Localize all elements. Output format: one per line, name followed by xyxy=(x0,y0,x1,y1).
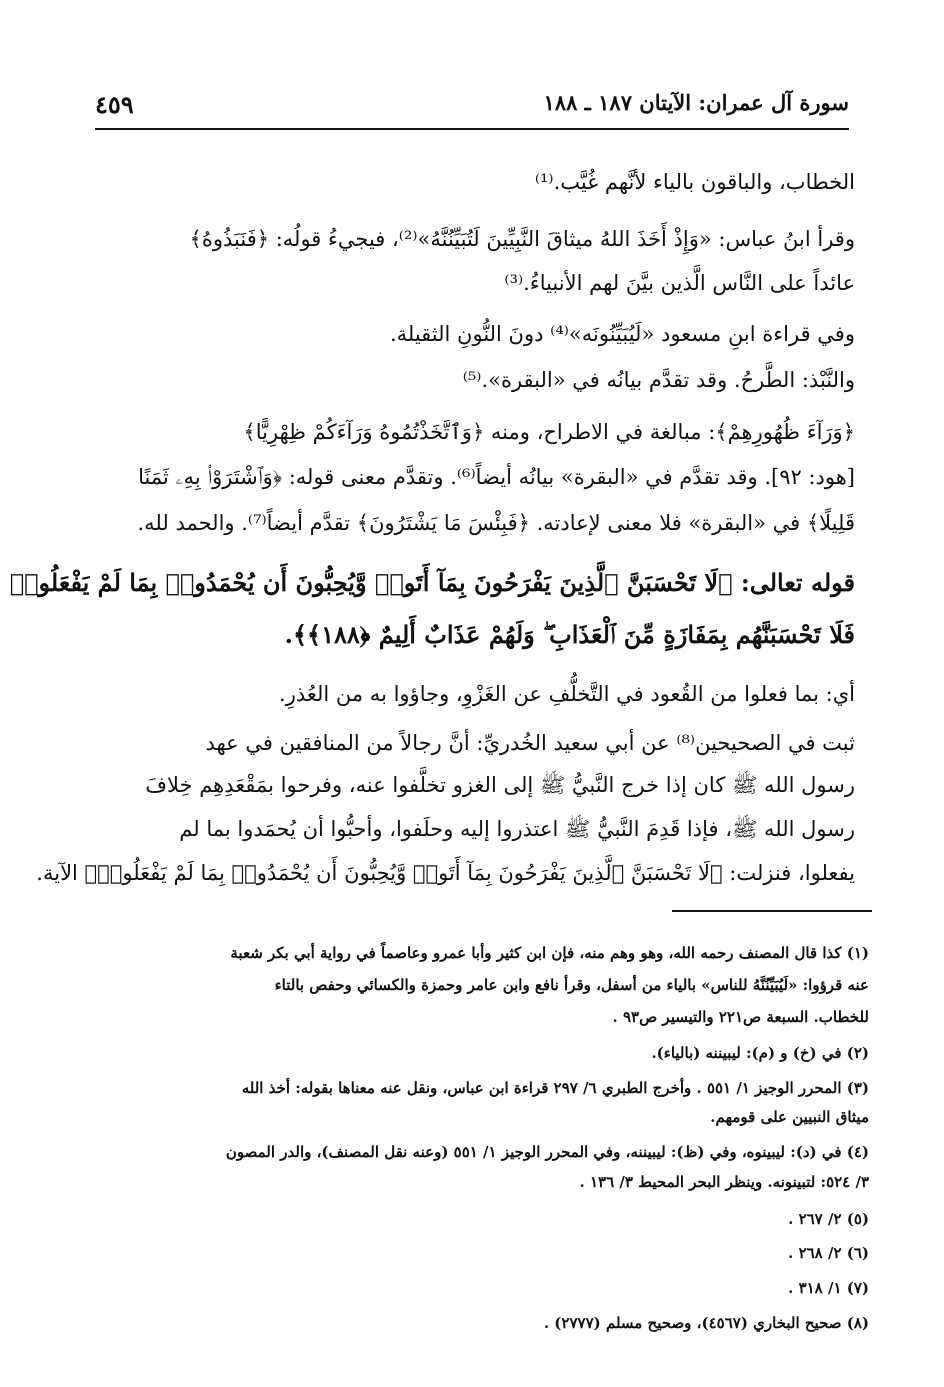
verse-line-1 xyxy=(9,566,855,604)
commentary-line: أي: بما فعلوا من القُعود في التَّخلُّفِ عن الغَزْوِ، وجاؤوا به من العُذرِ. xyxy=(279,682,855,706)
footnote-separator xyxy=(672,910,872,912)
body-line: وفي قراءة ابنِ مسعود «لَيُبَيِّنُونَه»⁽⁴⁾ دونَ النُّونِ الثقيلة. xyxy=(389,322,855,346)
body-line: قَلِيلًا﴾ في «البقرة» فلا معنى لإعادته. ﴿فَبِئْسَ مَا يَشْتَرُونَ﴾ تقدَّم أيضاً⁽⁷⁾. والحمد لله. xyxy=(137,511,855,535)
commentary-line: يفعلوا، فنزلت: ﴿لَا تَحْسَبَنَّ ٱلَّذِينَ يَفْرَحُونَ بِمَآ أَتَوا۟ وَّيُحِبُّونَ أَن يُحْمَدُوا۟ بِمَا لَمْ يَفْعَلُوا۟﴾ الآية. xyxy=(36,861,855,885)
footnote-line: ٣/ ٥٢٤: لتبينونه. وينظر البحر المحيط ٣/ ١٣٦ . xyxy=(579,1173,869,1191)
verse-text: ﴿لَا تَحْسَبَنَّ ٱلَّذِينَ يَفْرَحُونَ بِمَآ أَتَوا۟ وَّيُحِبُّونَ أَن يُحْمَدُوا۟ بِمَا لَمْ يَفْعَلُوا۟ xyxy=(9,568,733,597)
page-header xyxy=(95,84,849,128)
footnote-line: عنه قرؤوا: «لَيُبَيِّنُنَّهُ للناس» بالياء من أسفل، وقرأ نافع وابن عامر وحمزة والكسائي وحفص بالتاء xyxy=(274,976,869,994)
header-rule xyxy=(95,128,849,130)
footnote-line: (٥) ٢/ ٢٦٧ . xyxy=(788,1210,869,1228)
verse-label: قوله تعالى: xyxy=(740,568,855,597)
footnote-line: (٤) في (د): ليبينوه، وفي (ظ): ليبيننه، وفي المحرر الوجيز ١/ ٥٥١ (وعنه نقل المصنف)، والدر المصون xyxy=(225,1143,869,1161)
body-line: الخطاب، والباقون بالياء لأنَّهم غُيَّب.⁽¹⁾ xyxy=(534,170,855,194)
commentary-line: ثبت في الصحيحين⁽⁸⁾ عن أبي سعيد الخُدريِّ: أنَّ رجالاً من المنافقين في عهد xyxy=(205,731,855,755)
body-line: ﴿وَرَآءَ ظُهُورِهِمْ﴾: مبالغة في الاطراح، ومنه ﴿وَٱتَّخَذْتُمُوهُ وَرَآءَكُمْ ظِهْرِيًّا﴾ xyxy=(243,420,855,444)
footnote-line: (٧) ١/ ٣١٨ . xyxy=(788,1279,869,1297)
footnote-line: (٦) ٢/ ٢٦٨ . xyxy=(788,1244,869,1262)
body-line: وقرأ ابنُ عباس: «وَإِذْ أَخَذَ اللهُ ميثاقَ النَّبِيِّينَ لَتُبَيِّنُنَّهُ»⁽²⁾، فيجيءُ قولُه: ﴿فَنَبَذُوهُ﴾ xyxy=(189,227,855,251)
commentary-line: رسول الله ﷺ، فإذا قَدِمَ النَّبيُّ ﷺ اعتذروا إليه وحلَفوا، وأحبُّوا أن يُحمَدوا بما لم xyxy=(179,817,855,841)
body-line: [هود: ٩٢]. وقد تقدَّم في «البقرة» بيانُه أيضاً⁽⁶⁾. وتقدَّم معنى قوله: ﴿وَٱشْتَرَوْا۟ بِهِۦ ثَمَنًا xyxy=(138,465,855,489)
page-number: ٤٥٩ xyxy=(95,90,134,119)
footnote-line: ميثاق النبيين على قومهم. xyxy=(710,1108,869,1126)
body-line: والنَّبْذ: الطَّرحُ. وقد تقدَّم بيانُه في «البقرة».⁽⁵⁾ xyxy=(462,368,855,392)
body-line: عائداً على النَّاس الَّذين بيَّنَ لهم الأنبياءُ.⁽³⁾ xyxy=(504,271,855,295)
footnote-line: (٨) صحيح البخاري (٤٥٦٧)، وصحيح مسلم (٢٧٧٧) . xyxy=(543,1314,869,1332)
running-title: سورة آل عمران: الآيتان ١٨٧ ـ ١٨٨ xyxy=(543,90,849,115)
verse-line-2: فَلَا تَحْسَبَنَّهُم بِمَفَازَةٍ مِّنَ ٱلْعَذَابِ ۖ وَلَهُمْ عَذَابٌ أَلِيمٌ ﴿١٨٨﴾﴾. xyxy=(284,620,855,649)
footnote-line: للخطاب. السبعة ص٢٢١ والتيسير ص٩٣ . xyxy=(612,1008,869,1026)
commentary-line: رسول الله ﷺ كان إذا خرج النَّبيُّ ﷺ إلى الغزو تخلَّفوا عنه، وفرحوا بمَقْعَدِهِم خِلافَ xyxy=(145,773,855,797)
footnote-line: (١) كذا قال المصنف رحمه الله، وهو وهم منه، فإن ابن كثير وأبا عمرو وعاصماً في رواية أبي بكر شعبة xyxy=(230,944,869,962)
footnote-line: (٣) المحرر الوجيز ١/ ٥٥١ . وأخرج الطبري ٦/ ٢٩٧ قراءة ابن عباس، ونقل عنه معناها بقوله: أخذ الله xyxy=(241,1079,869,1097)
footnote-line: (٢) في (خ) و (م): ليبيننه (بالياء). xyxy=(651,1044,869,1062)
